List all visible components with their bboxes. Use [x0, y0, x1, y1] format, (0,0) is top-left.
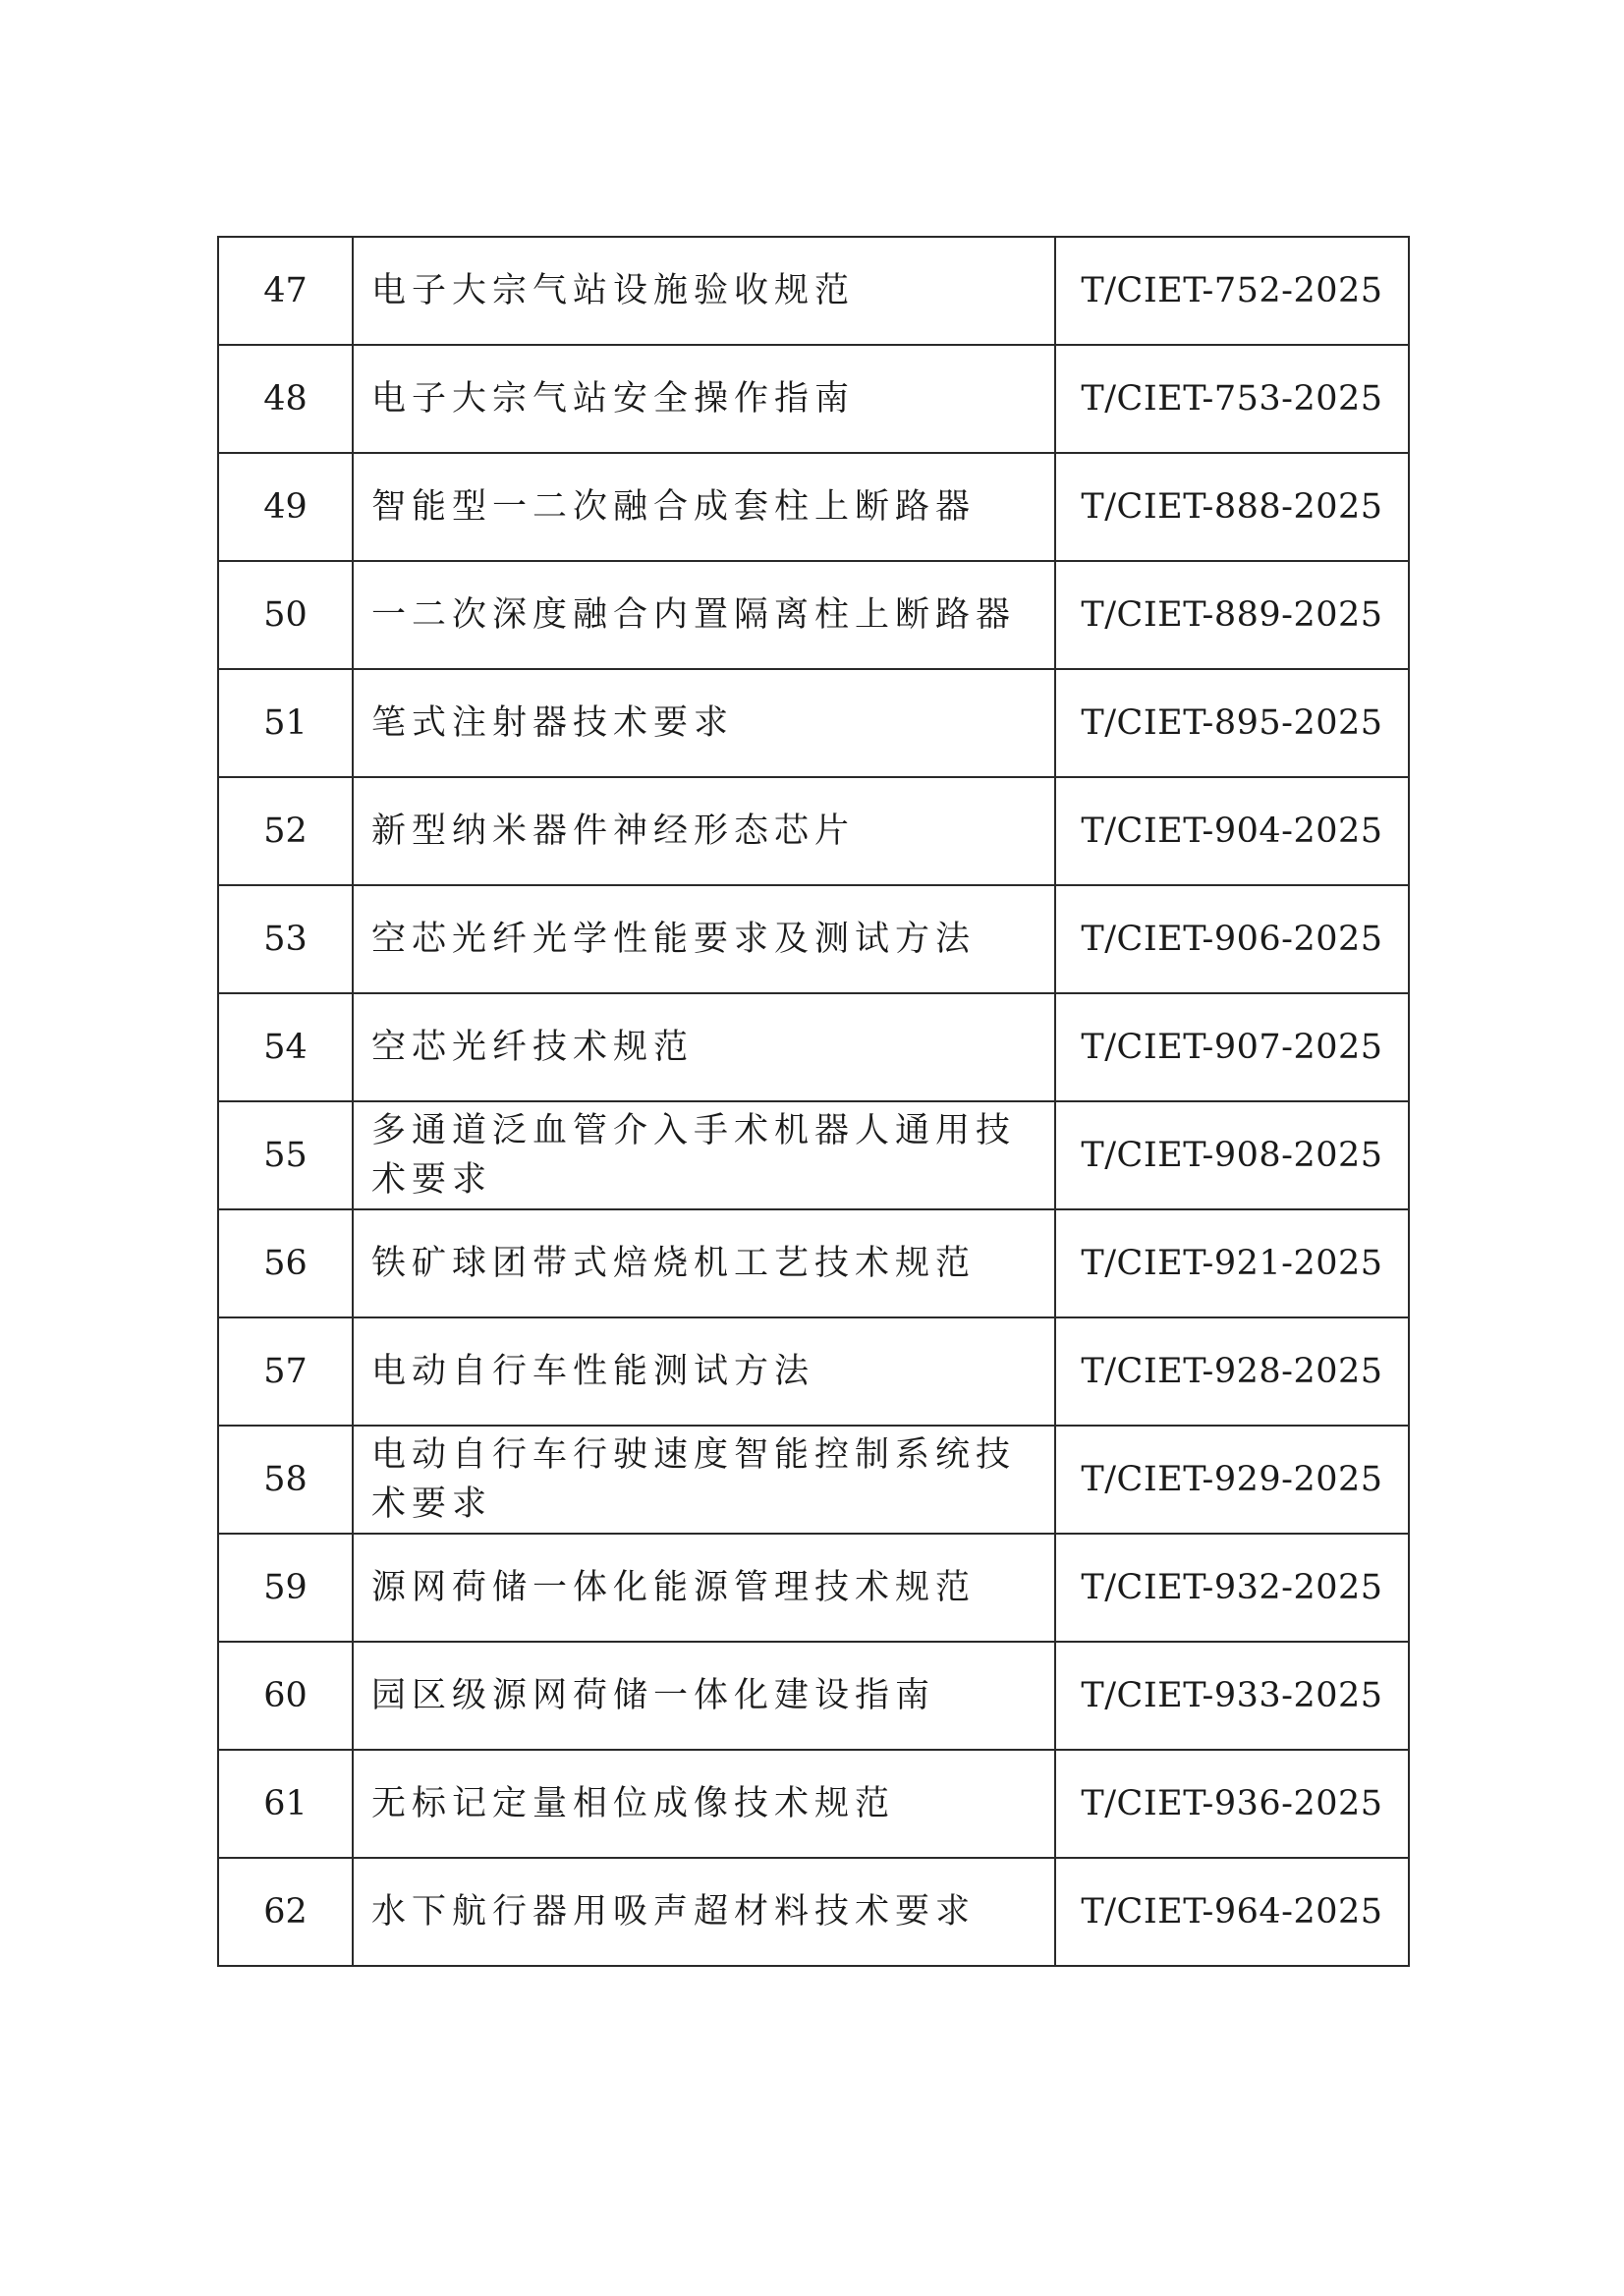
row-number: 51 [218, 669, 353, 777]
row-number: 54 [218, 993, 353, 1101]
standard-name: 电子大宗气站安全操作指南 [353, 345, 1055, 453]
standard-code: T/CIET-936-2025 [1055, 1750, 1409, 1858]
row-number: 57 [218, 1317, 353, 1426]
standard-code: T/CIET-753-2025 [1055, 345, 1409, 453]
table-row [218, 1642, 1409, 1750]
standard-code: T/CIET-929-2025 [1055, 1426, 1409, 1534]
standard-name: 多通道泛血管介入手术机器人通用技术要求 [353, 1101, 1055, 1209]
standard-code: T/CIET-889-2025 [1055, 561, 1409, 669]
table-row [218, 453, 1409, 561]
table-row [218, 1534, 1409, 1642]
standard-name: 电动自行车行驶速度智能控制系统技术要求 [353, 1426, 1055, 1534]
row-number: 62 [218, 1858, 353, 1966]
row-number: 59 [218, 1534, 353, 1642]
standards-table [217, 236, 1410, 1967]
table-row [218, 1750, 1409, 1858]
table-row [218, 1209, 1409, 1317]
row-number: 47 [218, 237, 353, 345]
row-number: 53 [218, 885, 353, 993]
standard-code: T/CIET-964-2025 [1055, 1858, 1409, 1966]
standard-name: 电动自行车性能测试方法 [353, 1317, 1055, 1426]
standard-name: 源网荷储一体化能源管理技术规范 [353, 1534, 1055, 1642]
row-number: 58 [218, 1426, 353, 1534]
standard-name: 空芯光纤光学性能要求及测试方法 [353, 885, 1055, 993]
standard-code: T/CIET-908-2025 [1055, 1101, 1409, 1209]
table-row [218, 345, 1409, 453]
table-row [218, 993, 1409, 1101]
standard-code: T/CIET-928-2025 [1055, 1317, 1409, 1426]
standard-name: 一二次深度融合内置隔离柱上断路器 [353, 561, 1055, 669]
standard-name: 铁矿球团带式焙烧机工艺技术规范 [353, 1209, 1055, 1317]
standard-name: 电子大宗气站设施验收规范 [353, 237, 1055, 345]
table-row [218, 1101, 1409, 1209]
standard-name: 笔式注射器技术要求 [353, 669, 1055, 777]
standard-code: T/CIET-921-2025 [1055, 1209, 1409, 1317]
standard-code: T/CIET-895-2025 [1055, 669, 1409, 777]
table-row [218, 561, 1409, 669]
table-row [218, 1426, 1409, 1534]
row-number: 61 [218, 1750, 353, 1858]
standard-name: 无标记定量相位成像技术规范 [353, 1750, 1055, 1858]
standard-name: 新型纳米器件神经形态芯片 [353, 777, 1055, 885]
row-number: 48 [218, 345, 353, 453]
row-number: 50 [218, 561, 353, 669]
table-row [218, 885, 1409, 993]
row-number: 56 [218, 1209, 353, 1317]
standard-name: 水下航行器用吸声超材料技术要求 [353, 1858, 1055, 1966]
standard-code: T/CIET-904-2025 [1055, 777, 1409, 885]
standards-table-body [218, 237, 1409, 1966]
table-row [218, 777, 1409, 885]
standard-name: 空芯光纤技术规范 [353, 993, 1055, 1101]
standard-code: T/CIET-906-2025 [1055, 885, 1409, 993]
standard-code: T/CIET-932-2025 [1055, 1534, 1409, 1642]
row-number: 55 [218, 1101, 353, 1209]
standard-code: T/CIET-752-2025 [1055, 237, 1409, 345]
standard-code: T/CIET-888-2025 [1055, 453, 1409, 561]
table-row [218, 237, 1409, 345]
standard-code: T/CIET-933-2025 [1055, 1642, 1409, 1750]
table-row [218, 1317, 1409, 1426]
standard-code: T/CIET-907-2025 [1055, 993, 1409, 1101]
standard-name: 智能型一二次融合成套柱上断路器 [353, 453, 1055, 561]
standard-name: 园区级源网荷储一体化建设指南 [353, 1642, 1055, 1750]
row-number: 60 [218, 1642, 353, 1750]
table-row [218, 669, 1409, 777]
row-number: 52 [218, 777, 353, 885]
table-row [218, 1858, 1409, 1966]
row-number: 49 [218, 453, 353, 561]
